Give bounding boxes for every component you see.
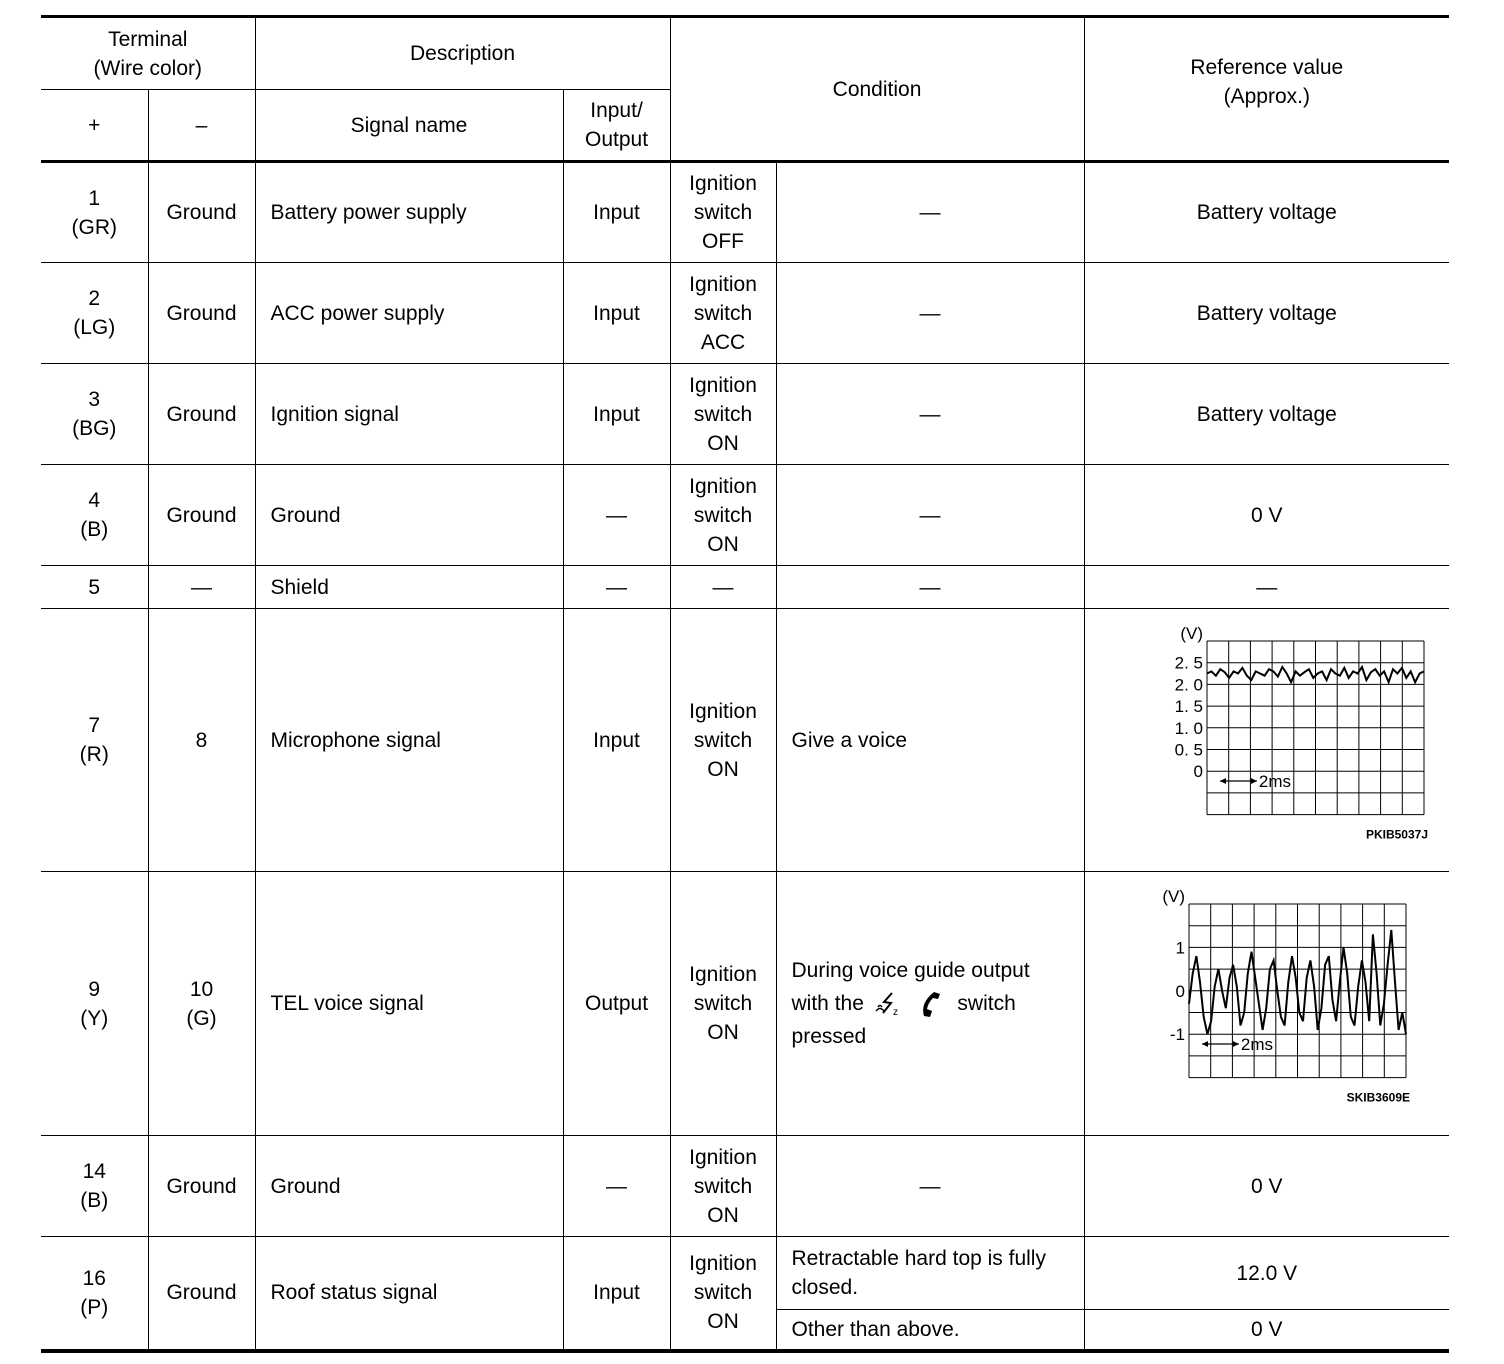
ignition-switch-state: Ignition switch OFF xyxy=(670,162,776,263)
signal-name: Battery power supply xyxy=(255,162,563,263)
plus-terminal: 5 xyxy=(41,566,148,609)
signal-name: Ground xyxy=(255,465,563,566)
ignition-switch-state: — xyxy=(670,566,776,609)
input-output: Input xyxy=(563,609,670,872)
table-row xyxy=(41,364,1449,465)
input-output: Input xyxy=(563,162,670,263)
approx-title: (Approx.) xyxy=(1223,85,1310,108)
plus-terminal: 4 (B) xyxy=(41,465,148,566)
condition-value: — xyxy=(776,465,1084,566)
y-tick-label: 0 xyxy=(1193,761,1203,781)
input-output: Input xyxy=(563,1237,670,1351)
condition-header: Condition xyxy=(670,17,1084,162)
reference-value: Battery voltage xyxy=(1084,162,1449,263)
reference-value: 0 V xyxy=(1084,1136,1449,1237)
plus-terminal: 3 (BG) xyxy=(41,364,148,465)
ignition-switch-state: Ignition switch ACC xyxy=(670,263,776,364)
table-row xyxy=(41,263,1449,364)
reference-value: Battery voltage xyxy=(1084,263,1449,364)
reference-value: 12.0 V xyxy=(1084,1237,1449,1310)
plus-terminal: 1 (GR) xyxy=(41,162,148,263)
ignition-switch-state: Ignition switch ON xyxy=(670,1136,776,1237)
minus-terminal: 8 xyxy=(148,609,255,872)
y-unit-label: (V) xyxy=(1180,623,1203,643)
ignition-switch-state: Ignition switch ON xyxy=(670,1237,776,1351)
plus-terminal: 16 (P) xyxy=(41,1237,148,1351)
y-tick-label: 1 xyxy=(1175,938,1185,958)
ignition-switch-state: Ignition switch ON xyxy=(670,364,776,465)
signal-name: Roof status signal xyxy=(255,1237,563,1351)
reference-value: Battery voltage xyxy=(1084,364,1449,465)
y-tick-label: 0 xyxy=(1175,981,1185,1001)
minus-terminal: — xyxy=(148,566,255,609)
reference-value xyxy=(1084,872,1449,1136)
ignition-switch-state: Ignition switch ON xyxy=(670,872,776,1136)
time-division-label: 2ms xyxy=(1258,771,1291,791)
terminal-title: Terminal xyxy=(108,27,188,51)
table-row xyxy=(41,465,1449,566)
y-tick-label: 2. 0 xyxy=(1174,674,1203,694)
condition-value: Other than above. xyxy=(776,1310,1084,1351)
io-title-line2: Output xyxy=(584,128,649,151)
table-row xyxy=(41,1237,1449,1310)
terminal-reference-table xyxy=(41,15,1449,1353)
figure-code: PKIB5037J xyxy=(1365,827,1428,842)
reference-value: 0 V xyxy=(1084,1310,1449,1351)
svg-text:z: z xyxy=(892,1007,898,1019)
tel-voice-waveform-chart xyxy=(1117,887,1417,1111)
reference-value xyxy=(1084,609,1449,872)
phone-switch-icon xyxy=(914,989,944,1019)
signal-name: TEL voice signal xyxy=(255,872,563,1136)
table-row xyxy=(41,609,1449,872)
plus-terminal: 7 (R) xyxy=(41,609,148,872)
reference-value: 0 V xyxy=(1084,465,1449,566)
io-title-line1: Input/ xyxy=(590,99,643,122)
reference-value-title: Reference value xyxy=(1190,56,1344,79)
figure-code: SKIB3609E xyxy=(1346,1090,1410,1105)
terminal-header xyxy=(41,17,255,90)
condition-value: — xyxy=(776,1136,1084,1237)
minus-terminal: Ground xyxy=(148,364,255,465)
signal-name: Ignition signal xyxy=(255,364,563,465)
voice-switch-icon xyxy=(874,989,904,1019)
y-tick-label: 1. 5 xyxy=(1174,696,1203,716)
condition-value: Retractable hard top is fully closed. xyxy=(776,1237,1084,1310)
input-output: — xyxy=(563,1136,670,1237)
minus-terminal: 10 (G) xyxy=(148,872,255,1136)
reference-value: — xyxy=(1084,566,1449,609)
condition-value: — xyxy=(776,364,1084,465)
minus-terminal: Ground xyxy=(148,1237,255,1351)
plus-terminal: 2 (LG) xyxy=(41,263,148,364)
time-division-label: 2ms xyxy=(1240,1034,1273,1054)
ignition-switch-state: Ignition switch ON xyxy=(670,609,776,872)
ignition-switch-state: Ignition switch ON xyxy=(670,465,776,566)
table-row xyxy=(41,566,1449,609)
input-output: Output xyxy=(563,872,670,1136)
plus-header: + xyxy=(41,90,148,162)
signal-name: Shield xyxy=(255,566,563,609)
condition-value: — xyxy=(776,263,1084,364)
table-row xyxy=(41,162,1449,263)
signal-name: Ground xyxy=(255,1136,563,1237)
condition-value: — xyxy=(776,566,1084,609)
condition-value: — xyxy=(776,162,1084,263)
table-row xyxy=(41,872,1449,1136)
microphone-waveform-chart xyxy=(1117,623,1428,848)
y-tick-label: 0. 5 xyxy=(1174,740,1203,759)
wire-color-title: (Wire color) xyxy=(93,56,202,80)
description-header: Description xyxy=(255,17,670,90)
input-output: Input xyxy=(563,263,670,364)
reference-value-header xyxy=(1084,17,1449,162)
minus-header: – xyxy=(148,90,255,162)
input-output: Input xyxy=(563,364,670,465)
minus-terminal: Ground xyxy=(148,1136,255,1237)
condition-value: During voice guide output with the z switch pressed xyxy=(776,872,1084,1136)
input-output-header xyxy=(563,90,670,162)
condition-value: Give a voice xyxy=(776,609,1084,872)
minus-terminal: Ground xyxy=(148,263,255,364)
y-tick-label: -1 xyxy=(1169,1025,1185,1045)
signal-name: Microphone signal xyxy=(255,609,563,872)
table-row xyxy=(41,1136,1449,1237)
y-unit-label: (V) xyxy=(1162,887,1185,906)
minus-terminal: Ground xyxy=(148,162,255,263)
input-output: — xyxy=(563,465,670,566)
minus-terminal: Ground xyxy=(148,465,255,566)
signal-name: ACC power supply xyxy=(255,263,563,364)
y-tick-label: 2. 5 xyxy=(1174,653,1203,673)
y-tick-label: 1. 0 xyxy=(1174,718,1203,738)
input-output: — xyxy=(563,566,670,609)
plus-terminal: 9 (Y) xyxy=(41,872,148,1136)
plus-terminal: 14 (B) xyxy=(41,1136,148,1237)
signal-name-header: Signal name xyxy=(255,90,563,162)
